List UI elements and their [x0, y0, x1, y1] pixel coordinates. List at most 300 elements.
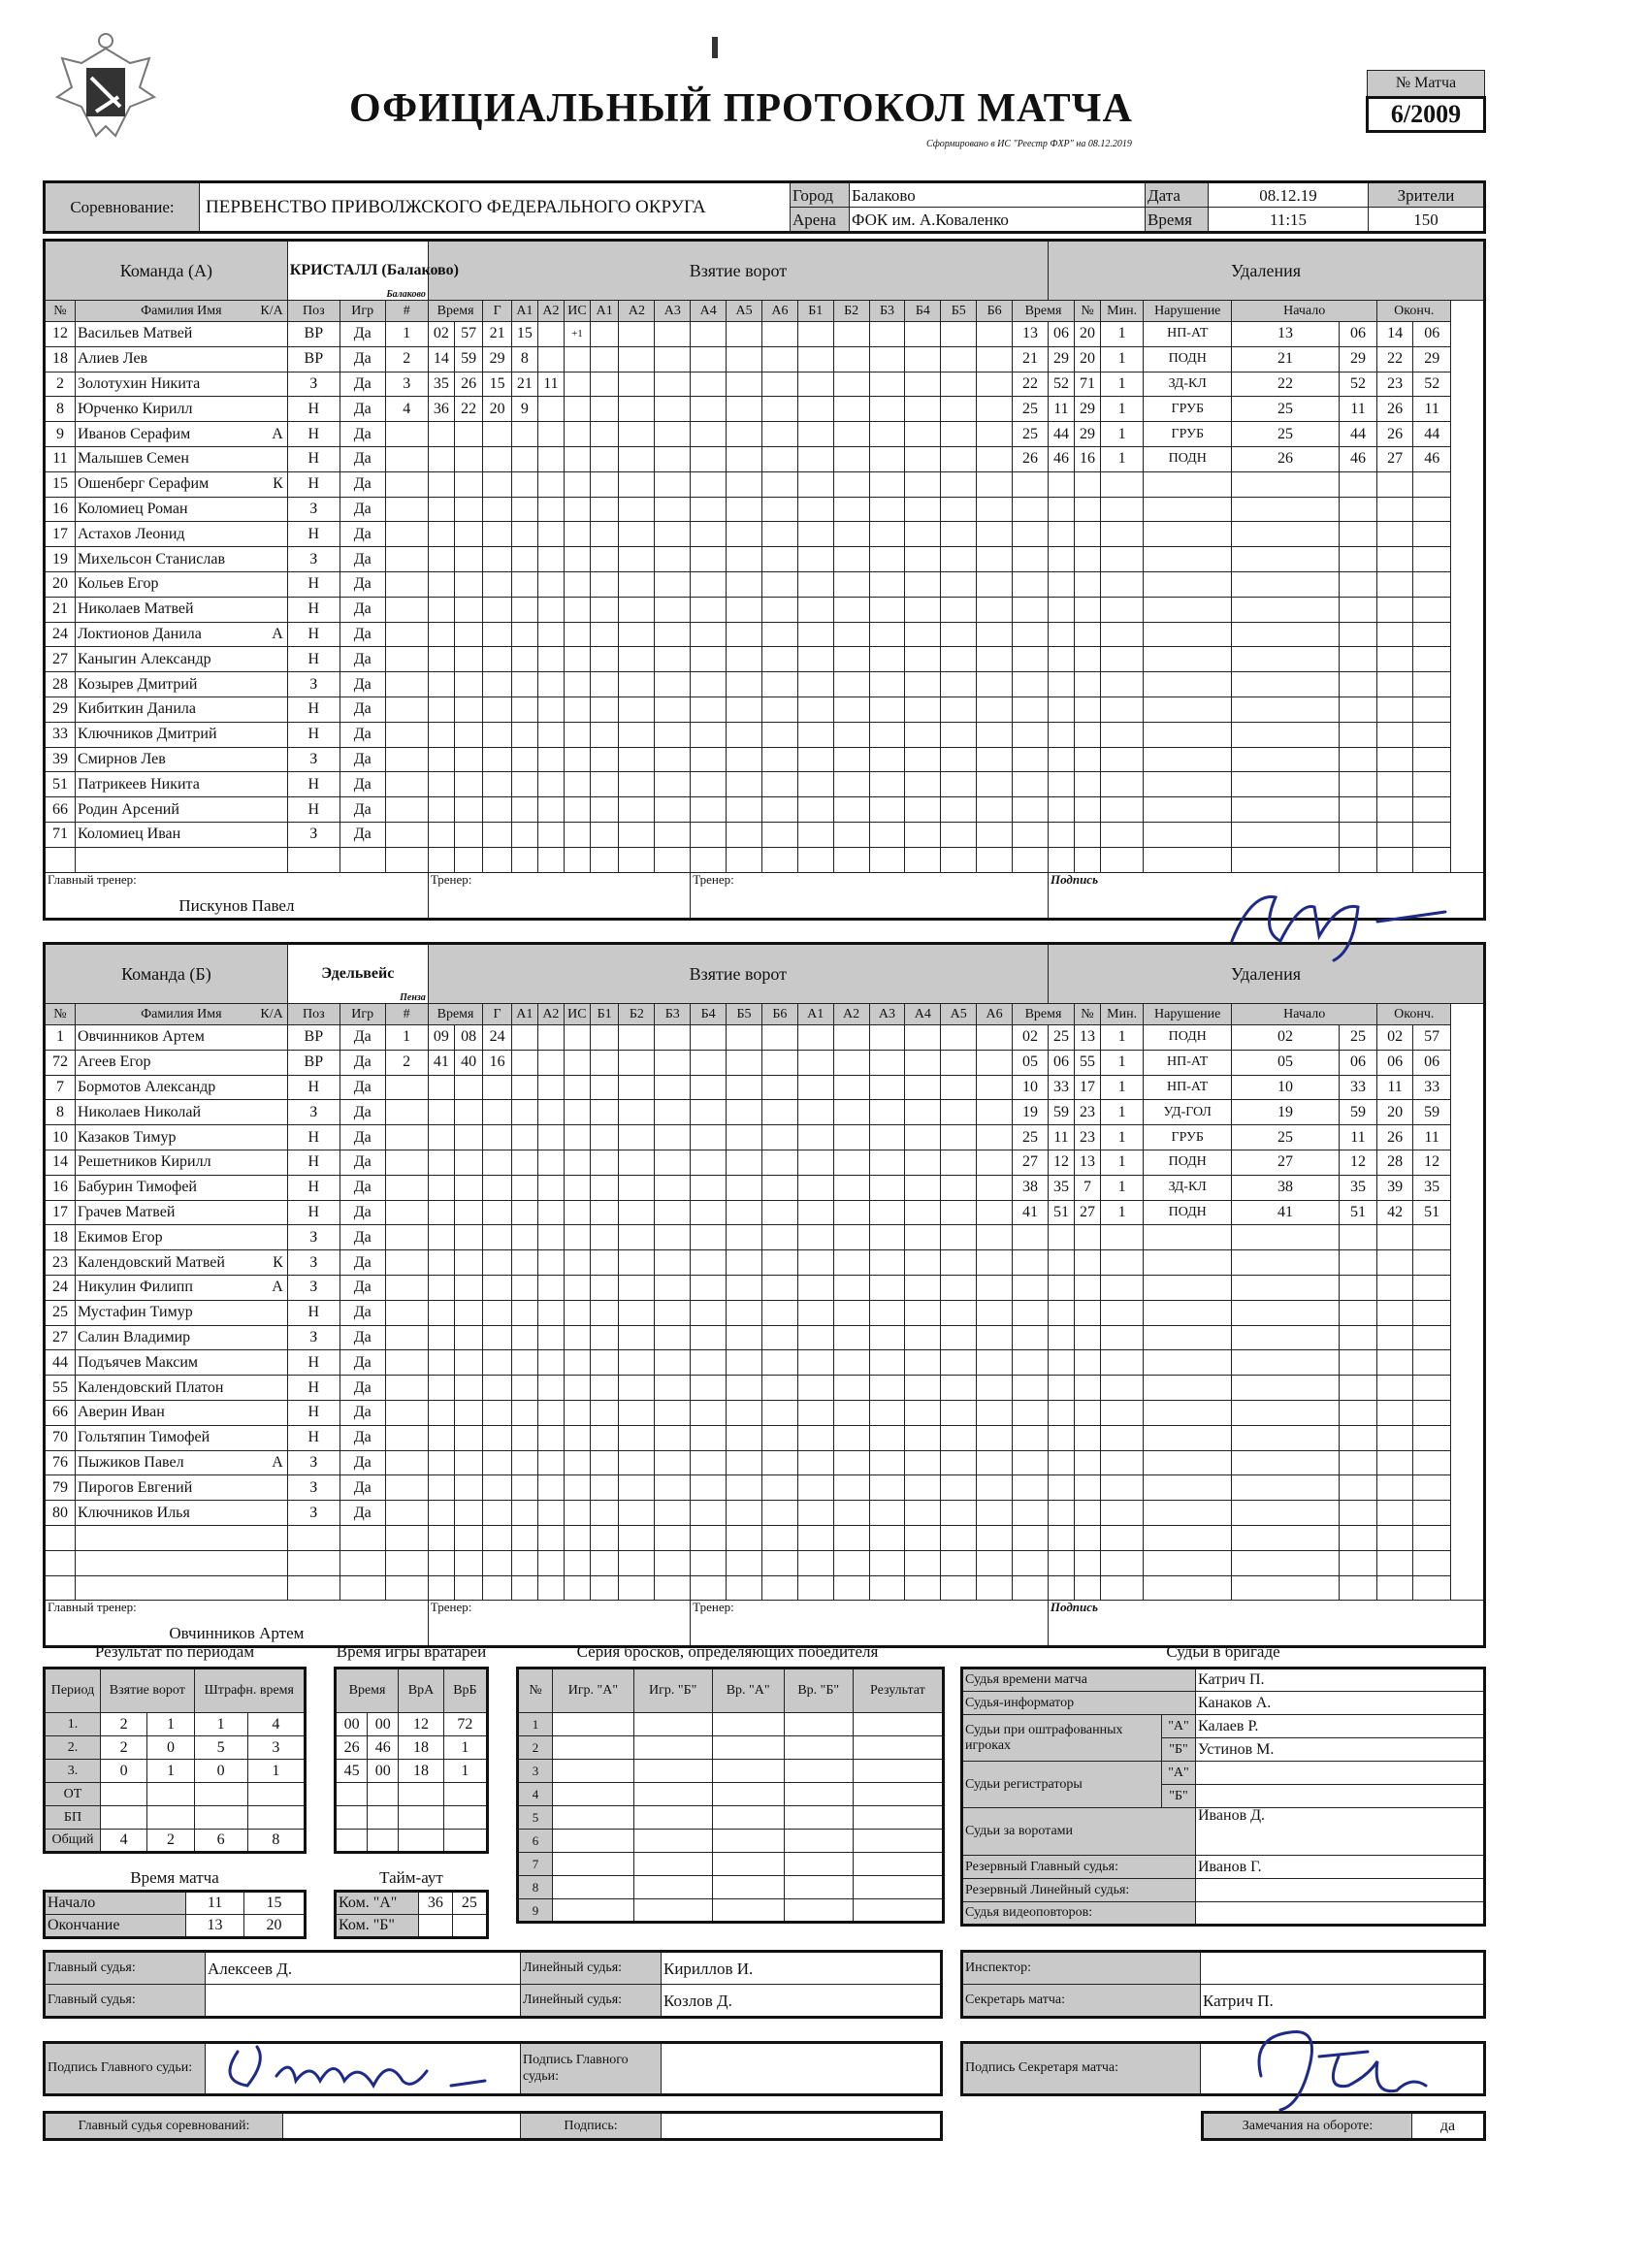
goalie-second: 46 — [368, 1736, 399, 1760]
goal-scorer — [483, 1150, 512, 1175]
penalty-minutes — [1101, 747, 1144, 772]
penalty-second: 29 — [1048, 346, 1074, 372]
penalty-end-sec: 51 — [1413, 1200, 1451, 1225]
comp-chief-label: Главный судья соревнований: — [45, 2113, 283, 2140]
goalie-second — [368, 1806, 399, 1830]
goal-minute — [428, 1200, 454, 1225]
penalty-player: 20 — [1074, 346, 1100, 372]
goal-number — [385, 1225, 428, 1250]
penalty-second — [1048, 1425, 1074, 1450]
penalty-end-sec: 33 — [1413, 1075, 1451, 1100]
period-goals-b: 0 — [147, 1736, 194, 1760]
penalty-start-min — [1232, 772, 1340, 797]
penalty-start-sec — [1339, 1475, 1376, 1501]
goalie-row — [336, 1806, 488, 1830]
penalty-minutes: 1 — [1101, 397, 1144, 422]
period-goals-header: Взятие ворот — [101, 1669, 195, 1713]
penalty-second — [1048, 1376, 1074, 1401]
goal-scorer — [483, 797, 512, 823]
goal-situation — [564, 747, 590, 772]
penalty-start-sec — [1339, 1275, 1376, 1300]
penalty-start-min — [1232, 1350, 1340, 1376]
penalty-player: 29 — [1074, 422, 1100, 447]
signature-label: Подпись — [1048, 1601, 1484, 1647]
penalty-minute — [1013, 797, 1049, 823]
goal-second — [454, 1501, 483, 1526]
penalty-second — [1048, 1550, 1074, 1575]
period-row — [45, 1783, 306, 1806]
goal-second — [454, 1100, 483, 1125]
player-name: Ключников Дмитрий — [75, 722, 287, 747]
goal-minute — [428, 747, 454, 772]
match-number-label: № Матча — [1368, 71, 1485, 98]
penalty-start-min — [1232, 822, 1340, 847]
penalty-player: 20 — [1074, 322, 1100, 347]
player-row — [45, 547, 1485, 572]
notes-value: да — [1412, 2113, 1485, 2140]
goal-number — [385, 1501, 428, 1526]
penalty-second — [1048, 1350, 1074, 1376]
penalty-minutes: 1 — [1100, 1050, 1143, 1075]
player-number: 10 — [45, 1125, 76, 1150]
period-row — [45, 1806, 306, 1830]
penalty-end-sec — [1413, 747, 1451, 772]
penalty-minute — [1013, 1575, 1049, 1601]
player-name: Иванов Серафим А — [75, 422, 287, 447]
goal-second — [454, 597, 483, 622]
goal-assist-1 — [511, 522, 537, 547]
coach-label-2: Тренер: — [691, 1601, 1049, 1647]
match-time-title: Время матча — [130, 1868, 219, 1887]
player-number: 8 — [45, 1100, 76, 1125]
penalty-end-sec — [1413, 722, 1451, 747]
goal-scorer — [483, 422, 512, 447]
penalty-violation — [1144, 597, 1232, 622]
period-goals-a: 0 — [101, 1760, 147, 1783]
penalty-start-min — [1232, 1550, 1340, 1575]
goalie-second: 00 — [368, 1760, 399, 1783]
match-number: 6/2009 — [1368, 98, 1485, 132]
penalty-start-sec: 33 — [1339, 1075, 1376, 1100]
player-row — [45, 1400, 1485, 1425]
shootout-row — [518, 1876, 944, 1899]
penalty-player — [1074, 1225, 1100, 1250]
player-played: Да — [340, 346, 385, 372]
penalty-second — [1048, 547, 1074, 572]
player-played: Да — [340, 1050, 385, 1075]
penalty-violation — [1144, 622, 1232, 647]
goal-situation — [564, 1225, 590, 1250]
timeout-a-second: 25 — [452, 1892, 487, 1915]
penalty-start-min — [1232, 571, 1340, 597]
penalty-minutes — [1100, 1250, 1143, 1276]
official-side: "Б" — [1162, 1738, 1196, 1762]
goalie-a — [399, 1806, 444, 1830]
penalty-minute — [1013, 847, 1049, 872]
player-played: Да — [340, 697, 385, 722]
penalty-end-min — [1377, 571, 1413, 597]
penalty-end-min — [1377, 1525, 1413, 1550]
head-coach-name: Овчинников Артем — [169, 1624, 305, 1643]
col-line-4: А5 — [727, 301, 762, 322]
goal-situation — [564, 597, 590, 622]
penalty-end-sec — [1413, 822, 1451, 847]
goal-situation — [564, 1525, 590, 1550]
goal-second — [454, 1125, 483, 1150]
penalty-end-sec — [1413, 497, 1451, 522]
player-row — [45, 672, 1485, 697]
shootout-round: 4 — [518, 1783, 553, 1806]
penalty-minutes — [1101, 547, 1144, 572]
goal-scorer — [483, 522, 512, 547]
shootout-round: 7 — [518, 1853, 553, 1876]
penalty-end-sec: 29 — [1413, 346, 1451, 372]
goal-assist-1 — [511, 1125, 537, 1150]
goal-situation — [564, 1400, 590, 1425]
player-position: Н — [287, 1400, 340, 1425]
penalty-second — [1048, 1300, 1074, 1325]
penalty-minutes — [1101, 797, 1144, 823]
player-position: Н — [287, 1200, 340, 1225]
goal-assist-2 — [537, 1075, 564, 1100]
penalty-end-sec — [1413, 1250, 1451, 1276]
goal-situation — [564, 647, 590, 672]
penalty-minutes: 1 — [1100, 1100, 1143, 1125]
penalty-minutes: 1 — [1100, 1075, 1143, 1100]
player-position: Н — [287, 697, 340, 722]
penalty-player — [1074, 622, 1100, 647]
player-position — [287, 1525, 340, 1550]
player-row — [45, 422, 1485, 447]
penalty-violation — [1144, 1550, 1232, 1575]
penalty-minutes — [1101, 672, 1144, 697]
spectators: 150 — [1369, 208, 1485, 233]
goal-second — [454, 622, 483, 647]
player-played: Да — [340, 397, 385, 422]
goal-assist-2 — [537, 722, 564, 747]
goal-number — [385, 1200, 428, 1225]
penalty-minute: 25 — [1013, 1125, 1049, 1150]
player-name: Мустафин Тимур — [75, 1300, 287, 1325]
goal-minute — [428, 722, 454, 747]
penalty-start-min — [1232, 1300, 1340, 1325]
goal-second — [454, 1425, 483, 1450]
player-played: Да — [340, 471, 385, 497]
penalty-player — [1074, 1350, 1100, 1376]
official-name — [1196, 1879, 1485, 1902]
player-played: Да — [340, 1100, 385, 1125]
penalty-end-min: 26 — [1377, 1125, 1413, 1150]
col-line-3: Б4 — [691, 1004, 727, 1025]
penalty-violation — [1144, 1450, 1232, 1475]
penalty-end-sec — [1413, 1400, 1451, 1425]
shootout-header-0: № — [518, 1669, 553, 1713]
player-played: Да — [340, 522, 385, 547]
team_b-penalties-title: Удаления — [1048, 944, 1484, 1004]
col-a1: А1 — [511, 1004, 537, 1025]
team_b-name: Эдельвейс — [321, 965, 395, 982]
penalty-minute — [1013, 1525, 1049, 1550]
penalty-second — [1048, 747, 1074, 772]
player-name: Кибиткин Данила — [75, 697, 287, 722]
goal-minute — [428, 797, 454, 823]
period-goals-b: 2 — [147, 1830, 194, 1853]
penalty-player — [1074, 672, 1100, 697]
official-row — [962, 1762, 1485, 1785]
player-role: К — [273, 1253, 283, 1271]
player-played: Да — [340, 446, 385, 471]
penalty-second — [1048, 1275, 1074, 1300]
penalty-start-sec — [1339, 722, 1376, 747]
period-goals-b: 1 — [147, 1760, 194, 1783]
col-pos: Поз — [287, 1004, 340, 1025]
goal-minute — [428, 1250, 454, 1276]
goalie-minute — [336, 1806, 368, 1830]
player-row — [45, 1200, 1485, 1225]
goal-scorer — [483, 471, 512, 497]
linesman-label-2: Линейный судья: — [521, 1985, 662, 2018]
player-position: З — [287, 1325, 340, 1350]
goal-assist-1 — [511, 1225, 537, 1250]
player-played — [340, 1575, 385, 1601]
penalty-minutes — [1101, 722, 1144, 747]
player-name: Подъячев Максим — [75, 1350, 287, 1376]
player-row — [45, 1350, 1485, 1376]
player-position: Н — [287, 772, 340, 797]
goalie-minute: 45 — [336, 1760, 368, 1783]
penalty-start-sec — [1339, 1325, 1376, 1350]
player-name: Аверин Иван — [75, 1400, 287, 1425]
goal-number — [385, 1475, 428, 1501]
official-name: Калаев Р. — [1196, 1715, 1485, 1738]
goal-assist-1 — [511, 1350, 537, 1376]
official-name — [1196, 1762, 1485, 1785]
player-played: Да — [340, 422, 385, 447]
player-position: З — [287, 1275, 340, 1300]
penalty-violation: ЗД-КЛ — [1144, 1175, 1232, 1200]
player-position: З — [287, 1475, 340, 1501]
goal-second — [454, 647, 483, 672]
goalie-row — [336, 1760, 488, 1783]
penalty-minute — [1013, 1300, 1049, 1325]
penalty-start-sec — [1339, 847, 1376, 872]
goal-minute — [428, 446, 454, 471]
player-name — [75, 1525, 287, 1550]
goal-assist-1 — [511, 1450, 537, 1475]
goal-assist-1 — [511, 1200, 537, 1225]
team_a-penalties-title: Удаления — [1048, 241, 1484, 301]
goalie-row — [336, 1736, 488, 1760]
player-number: 19 — [45, 547, 76, 572]
player-name: Пирогов Евгений — [75, 1475, 287, 1501]
match-info-table — [43, 180, 1486, 234]
goal-minute — [428, 622, 454, 647]
penalty-end-sec — [1413, 471, 1451, 497]
penalty-minute — [1013, 1425, 1049, 1450]
penalty-start-sec: 44 — [1339, 422, 1376, 447]
period-row — [45, 1736, 306, 1760]
penalty-start-sec: 12 — [1339, 1150, 1376, 1175]
period-pen-a: 5 — [194, 1736, 247, 1760]
goal-assist-1 — [511, 1376, 537, 1401]
penalty-player: 16 — [1074, 446, 1100, 471]
goal-scorer — [483, 1250, 512, 1276]
player-number: 29 — [45, 697, 76, 722]
goal-minute — [428, 772, 454, 797]
penalty-start-sec — [1339, 547, 1376, 572]
penalty-start-min: 22 — [1232, 372, 1340, 397]
player-played: Да — [340, 1175, 385, 1200]
penalty-player — [1074, 747, 1100, 772]
penalty-minutes: 1 — [1101, 322, 1144, 347]
coach-label: Тренер: — [428, 872, 690, 919]
shootout-row — [518, 1713, 944, 1736]
player-played: Да — [340, 1450, 385, 1475]
goal-assist-1 — [511, 422, 537, 447]
timeout-b-label: Ком. "Б" — [336, 1915, 419, 1938]
penalty-end-min — [1377, 497, 1413, 522]
goal-situation — [564, 1025, 590, 1051]
penalty-minutes — [1100, 1425, 1143, 1450]
goal-assist-1 — [511, 1150, 537, 1175]
shootout-row — [518, 1806, 944, 1830]
player-row — [45, 1150, 1485, 1175]
penalty-violation: НП-АТ — [1144, 322, 1232, 347]
penalty-second — [1048, 822, 1074, 847]
period-name: 1. — [45, 1713, 101, 1736]
secretary: Катрич П. — [1201, 1985, 1485, 2018]
goal-minute: 36 — [428, 397, 454, 422]
official-label: Судьи при оштрафованных игроках — [962, 1715, 1162, 1762]
goal-situation — [564, 1350, 590, 1376]
team_a-city: Балаково — [386, 289, 426, 300]
penalty-start-sec: 46 — [1339, 446, 1376, 471]
penalty-start-sec — [1339, 1400, 1376, 1425]
goal-assist-2 — [537, 697, 564, 722]
player-number — [45, 847, 76, 872]
goal-second — [454, 822, 483, 847]
shootout-header-4: Вр. "Б" — [784, 1669, 853, 1713]
player-played: Да — [340, 822, 385, 847]
penalty-minute — [1013, 571, 1049, 597]
penalty-start-min — [1232, 497, 1340, 522]
player-position: Н — [287, 571, 340, 597]
player-played: Да — [340, 547, 385, 572]
penalty-violation: ПОДН — [1144, 1200, 1232, 1225]
goal-assist-2 — [537, 522, 564, 547]
penalty-end-min — [1377, 647, 1413, 672]
penalty-violation — [1144, 672, 1232, 697]
goal-scorer — [483, 647, 512, 672]
player-name: Родин Арсений — [75, 797, 287, 823]
goal-number — [385, 1250, 428, 1276]
goal-assist-1 — [511, 1275, 537, 1300]
player-row — [45, 1100, 1485, 1125]
penalty-minute — [1013, 622, 1049, 647]
penalty-start-sec — [1339, 647, 1376, 672]
col-line-8: Б3 — [869, 301, 905, 322]
player-number: 17 — [45, 522, 76, 547]
goal-second — [454, 522, 483, 547]
penalty-start-sec — [1339, 1250, 1376, 1276]
player-row — [45, 1325, 1485, 1350]
player-played: Да — [340, 1325, 385, 1350]
player-played: Да — [340, 797, 385, 823]
goalie-a-header: ВрА — [399, 1669, 444, 1713]
comp-chief-signature-label: Подпись: — [521, 2113, 662, 2140]
penalty-start-min: 21 — [1232, 346, 1340, 372]
player-name: Смирнов Лев — [75, 747, 287, 772]
penalty-violation — [1144, 547, 1232, 572]
goal-assist-1 — [511, 647, 537, 672]
goalie-minute — [336, 1783, 368, 1806]
col-line-9: А4 — [905, 1004, 941, 1025]
col-line-7: А2 — [833, 1004, 869, 1025]
penalty-start-min — [1232, 1250, 1340, 1276]
player-row — [45, 597, 1485, 622]
goal-scorer — [483, 571, 512, 597]
penalty-start-min: 10 — [1232, 1075, 1340, 1100]
penalty-player — [1074, 1525, 1100, 1550]
goal-scorer — [483, 1275, 512, 1300]
goal-situation — [564, 672, 590, 697]
player-position: Н — [287, 397, 340, 422]
chief-signature-label: Подпись Главного судьи: — [45, 2043, 206, 2095]
goal-minute — [428, 697, 454, 722]
penalty-end-sec — [1413, 547, 1451, 572]
goal-number — [385, 1125, 428, 1150]
penalty-violation — [1144, 571, 1232, 597]
penalty-minute: 38 — [1013, 1175, 1049, 1200]
penalty-start-sec: 11 — [1339, 397, 1376, 422]
penalty-player: 27 — [1074, 1200, 1100, 1225]
goal-situation — [564, 1125, 590, 1150]
penalty-start-min — [1232, 1425, 1340, 1450]
penalty-end-min — [1377, 747, 1413, 772]
penalty-minute — [1013, 497, 1049, 522]
penalty-start-min: 27 — [1232, 1150, 1340, 1175]
shootout-round: 3 — [518, 1760, 553, 1783]
goal-number — [385, 647, 428, 672]
player-played: Да — [340, 1300, 385, 1325]
player-row — [45, 571, 1485, 597]
goal-scorer — [483, 1325, 512, 1350]
goal-number: 3 — [385, 372, 428, 397]
player-played: Да — [340, 1075, 385, 1100]
coach-label-2: Тренер: — [691, 872, 1049, 919]
start-hour: 11 — [186, 1892, 244, 1915]
goal-scorer: 24 — [483, 1025, 512, 1051]
shootout-row — [518, 1783, 944, 1806]
player-row — [45, 1300, 1485, 1325]
goalie-row — [336, 1830, 488, 1853]
player-position: Н — [287, 1075, 340, 1100]
player-name: Михельсон Станислав — [75, 547, 287, 572]
goal-minute — [428, 1125, 454, 1150]
goal-number — [385, 722, 428, 747]
goal-second — [454, 497, 483, 522]
player-name: Золотухин Никита — [75, 372, 287, 397]
player-played: Да — [340, 1200, 385, 1225]
penalty-player — [1074, 1501, 1100, 1526]
player-number: 18 — [45, 346, 76, 372]
player-number: 18 — [45, 1225, 76, 1250]
referees-table — [43, 1950, 943, 2019]
goalies-title: Время игры вратарей — [336, 1642, 487, 1661]
penalty-player: 23 — [1074, 1125, 1100, 1150]
col-pen-no: № — [1074, 301, 1100, 322]
penalty-second — [1048, 597, 1074, 622]
